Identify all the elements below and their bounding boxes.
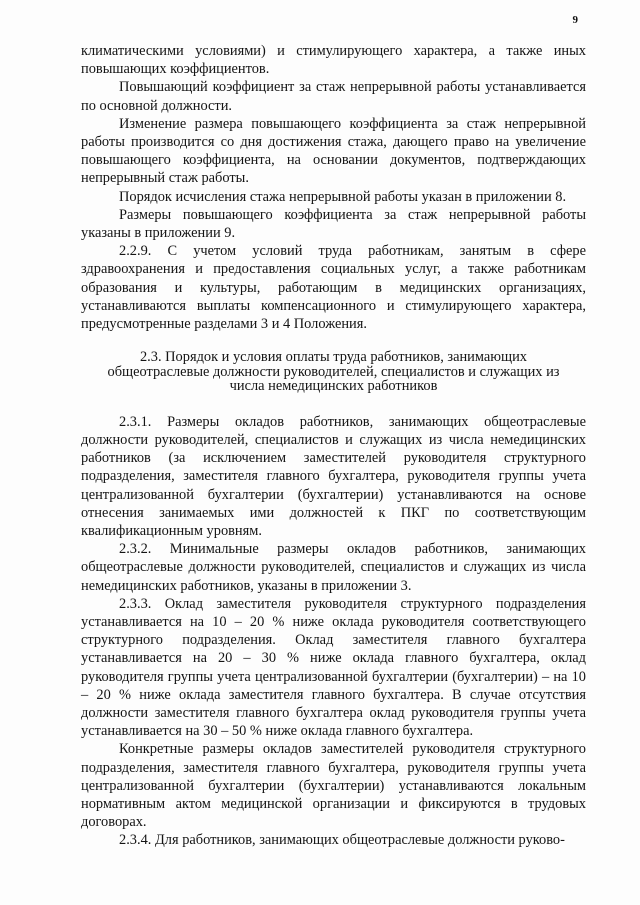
paragraph-2-3-2: 2.3.2. Минимальные размеры окладов работников, занимающих общеотраслевые должности руководителей, специалистов и служащих из числа немедицинских работников, указаны в приложении 3. <box>81 541 586 594</box>
paragraph-service-calculation: Порядок исчисления стажа непрерывной работы указан в приложении 8. <box>119 188 567 205</box>
paragraph-2-3-4: 2.3.4. Для работников, занимающих общеотраслевые должности руково- <box>119 832 565 849</box>
paragraph-continuation: климатическими условиями) и стимулирующего характера, а также иных повышающих коэффициентов. <box>81 43 586 78</box>
section-heading-2-3 <box>81 350 586 394</box>
paragraph-specific-salary-sizes: Конкретные размеры окладов заместителей руководителя структурного подразделения, заместителя главного бухгалтера, руководителя группы учета централизованной бухгалтерии (бухгалтерии) устанавливаются локальным нормативным актом медицинской организации и фиксируются в трудовых договорах. <box>81 741 586 831</box>
paragraph-2-3-3: 2.3.3. Оклад заместителя руководителя структурного подразделения устанавливается на 10 – 20 % ниже оклада руководителя соответствующего структурного подразделения. Оклад заместителя главного бухгалтера устанавливается на 20 – 30 % ниже оклада главного бухгалтера, оклад руководителя группы учета централизованной бухгалтерии (бухгалтерии) – на 10 – 20 % ниже оклада заместителя главного бухгалтера. В случае отсутствия должности заместителя главного бухгалтера оклад руководителя группы учета устанавливается на 30 – 50 % ниже оклада главного бухгалтера. <box>81 595 586 740</box>
paragraph-continuous-service-coefficient: Повышающий коэффициент за стаж непрерывной работы устанавливается по основной должности. <box>81 79 586 114</box>
paragraph-2-2-9: 2.2.9. С учетом условий труда работникам, занятым в сфере здравоохранения и предоставления социальных услуг, а также работникам образования и культуры, работающим в медицинских организациях, устанавливаются выплаты компенсационного и стимулирующего характера, предусмотренные разделами 3 и 4 Положения. <box>81 243 586 333</box>
section-heading-line: общеотраслевые должности руководителей, специалистов и служащих из <box>107 363 560 380</box>
section-heading-line: 2.3. Порядок и условия оплаты труда работников, занимающих <box>139 349 528 366</box>
paragraph-coefficient-change: Изменение размера повышающего коэффициента за стаж непрерывной работы производится со дня достижения стажа, дающего право на увеличение повышающего коэффициента, на основании документов, подтверждающих непрерывный стаж работы. <box>81 115 586 187</box>
section-heading-line: числа немедицинских работников <box>229 378 438 395</box>
paragraph-2-3-1: 2.3.1. Размеры окладов работников, занимающих общеотраслевые должности руководителей, специалистов и служащих из числа немедицинских работников (за исключением заместителей руководителя структурного подразделения, заместителя главного бухгалтера, руководителя группы учета централизованной бухгалтерии (бухгалтерии) устанавливаются на основе отнесения занимаемых ими должностей к ПКГ по соответствующим квалификационным уровням. <box>81 413 586 539</box>
paragraph-coefficient-sizes: Размеры повышающего коэффициента за стаж непрерывной работы указаны в приложении 9. <box>81 206 586 242</box>
document-body <box>81 42 586 850</box>
page-number: 9 <box>572 14 578 26</box>
